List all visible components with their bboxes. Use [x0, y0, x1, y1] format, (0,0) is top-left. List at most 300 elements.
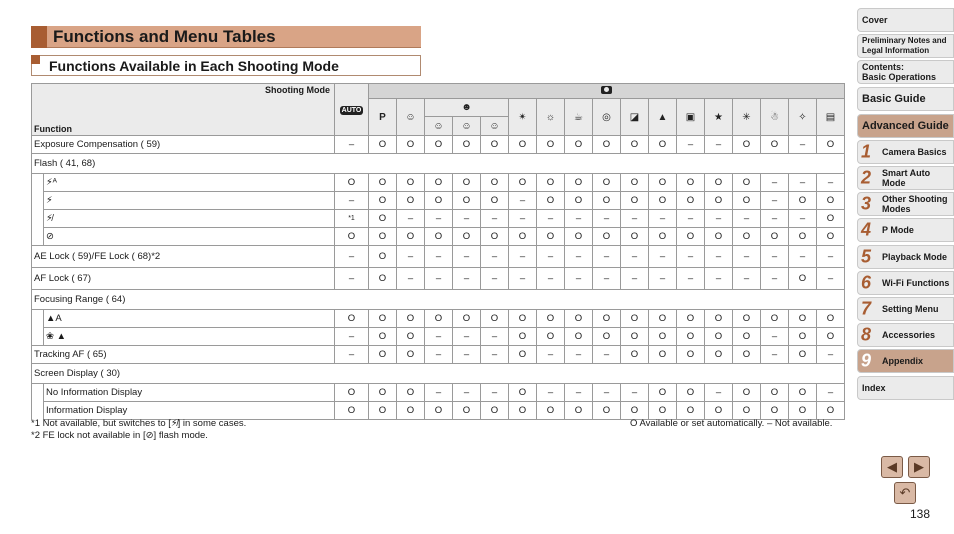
sidebar-advanced-guide-label: Advanced Guide [862, 120, 949, 132]
table-cell: O [621, 192, 649, 210]
table-cell: – [481, 328, 509, 346]
mode-p-header [369, 99, 397, 136]
night-scene-icon: ✴ [518, 111, 527, 123]
chapter-9-label: Appendix [882, 356, 924, 366]
camera-modes-header [369, 84, 845, 99]
table-cell: O [817, 228, 845, 246]
indent-cell [32, 384, 44, 402]
shooting-mode-header: Shooting Mode [265, 85, 330, 95]
table-cell: O [537, 136, 565, 154]
table-row [32, 384, 845, 402]
row-label: Information Display [44, 402, 335, 420]
table-cell: O [369, 402, 397, 420]
title-marker [31, 26, 47, 48]
table-cell: – [593, 246, 621, 268]
self-portrait-icon: ☻ [461, 102, 472, 113]
table-cell: O [453, 136, 481, 154]
footnote-2: *2 FE lock not available in [⊘] flash mode. [31, 430, 208, 441]
table-cell: – [481, 384, 509, 402]
sidebar-contents-label: Contents: Basic Operations [862, 62, 937, 82]
table-cell: O [481, 136, 509, 154]
mode-snow-header [761, 99, 789, 136]
chapter-3-label: Other Shooting Modes [882, 194, 948, 214]
table-cell: – [453, 328, 481, 346]
chapter-6-number: 6 [861, 272, 872, 293]
table-cell: – [537, 246, 565, 268]
table-cell: O [537, 228, 565, 246]
table-cell: O [677, 192, 705, 210]
table-cell: – [425, 210, 453, 228]
table-cell: – [453, 268, 481, 290]
table-cell: O [481, 402, 509, 420]
chapter-3-number: 3 [861, 193, 872, 214]
table-cell: – [761, 346, 789, 364]
table-cell: O [677, 346, 705, 364]
row-label: ⚡̸ [44, 210, 335, 228]
table-cell: *1 [335, 210, 369, 228]
table-cell: – [789, 210, 817, 228]
table-cell: O [677, 174, 705, 192]
table-cell: O [705, 310, 733, 328]
table-cell: O [817, 192, 845, 210]
table-cell: O [593, 228, 621, 246]
table-cell: O [565, 174, 593, 192]
table-row [32, 310, 845, 328]
table-row [32, 246, 845, 268]
function-table [31, 83, 845, 420]
table-cell: – [649, 210, 677, 228]
table-cell: O [397, 346, 425, 364]
table-cell: O [733, 346, 761, 364]
table-cell: O [593, 310, 621, 328]
sidebar-chapter-8[interactable] [857, 323, 954, 347]
table-cell: O [705, 328, 733, 346]
table-cell: – [761, 210, 789, 228]
group-label: Focusing Range ( 64) [32, 290, 845, 310]
table-cell: – [817, 268, 845, 290]
subtitle-marker [31, 55, 40, 64]
table-cell: O [733, 310, 761, 328]
table-cell: O [649, 384, 677, 402]
prev-page-button[interactable] [881, 456, 903, 478]
table-cell: O [649, 192, 677, 210]
table-cell: O [817, 210, 845, 228]
table-cell: – [481, 346, 509, 364]
fisheye-icon: ◎ [602, 111, 611, 123]
header-label-cell [32, 84, 335, 136]
table-cell: – [453, 210, 481, 228]
table-cell: – [817, 246, 845, 268]
table-cell: – [453, 384, 481, 402]
table-cell: O [369, 192, 397, 210]
table-cell: O [789, 346, 817, 364]
next-page-button[interactable] [908, 456, 930, 478]
table-cell: – [425, 268, 453, 290]
table-cell: – [705, 246, 733, 268]
toy-camera-icon: ▣ [685, 111, 696, 123]
table-cell: O [789, 192, 817, 210]
footnote-1: *1 Not available, but switches to [⚡̸] in some cases. [31, 418, 247, 429]
table-cell: O [789, 402, 817, 420]
chapter-8-label: Accessories [882, 330, 936, 340]
table-cell: O [369, 136, 397, 154]
sidebar-index[interactable] [857, 376, 954, 400]
table-cell: – [677, 246, 705, 268]
sidebar-prelim[interactable] [857, 34, 954, 58]
table-cell: O [397, 228, 425, 246]
group-label: Flash ( 41, 68) [32, 154, 845, 174]
food-icon: ☕ [574, 111, 583, 123]
table-row [32, 136, 845, 154]
table-cell: O [621, 228, 649, 246]
table-cell: – [537, 384, 565, 402]
table-cell: O [537, 310, 565, 328]
table-cell: O [677, 384, 705, 402]
row-label: ❀ ▲ [44, 328, 335, 346]
table-cell: – [817, 346, 845, 364]
sidebar-contents[interactable] [857, 60, 954, 84]
chapter-1-number: 1 [861, 141, 872, 162]
table-cell: O [649, 402, 677, 420]
table-cell: – [537, 346, 565, 364]
table-cell: O [621, 174, 649, 192]
table-cell: O [677, 402, 705, 420]
p-mode-icon: P [379, 111, 386, 123]
row-label: ⊘ [44, 228, 335, 246]
snow-icon: ☃ [770, 111, 779, 123]
table-cell: O [369, 174, 397, 192]
mode-self-c-header [481, 117, 509, 136]
table-cell: O [509, 310, 537, 328]
mode-monochrome-header [621, 99, 649, 136]
table-cell: O [733, 174, 761, 192]
sidebar-prelim-label: Preliminary Notes and Legal Information [862, 36, 947, 55]
sidebar-advanced-guide[interactable] [857, 114, 954, 138]
table-row [32, 346, 845, 364]
chapter-5-label: Playback Mode [882, 252, 948, 262]
indent-cell [32, 192, 44, 210]
hybrid-auto-icon: ▤ [825, 111, 836, 123]
table-cell: O [397, 402, 425, 420]
sidebar-chapter-2[interactable] [857, 166, 954, 190]
table-cell: O [369, 346, 397, 364]
mode-self-a-header [425, 117, 453, 136]
table-cell: O [789, 310, 817, 328]
table-cell: O [789, 328, 817, 346]
mode-self-b-header [453, 117, 481, 136]
table-cell: O [509, 402, 537, 420]
table-cell: – [621, 210, 649, 228]
sidebar-basic-guide-label: Basic Guide [862, 93, 926, 105]
table-cell: – [397, 246, 425, 268]
chapter-9-number: 9 [861, 350, 872, 371]
table-cell: O [705, 174, 733, 192]
table-cell: O [733, 328, 761, 346]
portrait-icon: ☺ [405, 111, 416, 123]
table-cell: O [621, 402, 649, 420]
table-cell: O [565, 310, 593, 328]
table-cell: O [565, 328, 593, 346]
table-cell: O [397, 192, 425, 210]
table-cell: O [425, 310, 453, 328]
table-cell: O [537, 192, 565, 210]
table-cell: – [593, 346, 621, 364]
table-cell: – [593, 384, 621, 402]
indent-cell [32, 228, 44, 246]
table-cell: O [425, 174, 453, 192]
table-cell: – [677, 210, 705, 228]
table-cell: O [705, 228, 733, 246]
table-cell: O [369, 384, 397, 402]
table-cell: – [335, 246, 369, 268]
table-cell: O [677, 228, 705, 246]
table-cell: O [593, 328, 621, 346]
table-cell: – [335, 268, 369, 290]
mode-fisheye-header [593, 99, 621, 136]
table-cell: – [565, 346, 593, 364]
table-cell: O [481, 174, 509, 192]
page-title: Functions and Menu Tables [53, 27, 276, 46]
mode-kids-header [537, 99, 565, 136]
table-cell: O [453, 310, 481, 328]
table-cell: O [397, 384, 425, 402]
table-cell: O [761, 228, 789, 246]
smile-icon: ☺ [433, 120, 444, 132]
arrow-left-icon: ◀ [887, 459, 897, 474]
table-row [32, 210, 845, 228]
mode-hybrid-header [817, 99, 845, 136]
row-label: No Information Display [44, 384, 335, 402]
table-cell: – [733, 268, 761, 290]
table-cell: O [649, 174, 677, 192]
table-cell: – [537, 210, 565, 228]
star-icon: ★ [714, 111, 723, 123]
sidebar-index-label: Index [862, 383, 886, 393]
table-cell: O [789, 268, 817, 290]
sidebar-chapter-6[interactable] [857, 271, 954, 295]
table-cell: – [705, 384, 733, 402]
table-cell: – [733, 246, 761, 268]
table-cell: O [649, 346, 677, 364]
table-cell: – [705, 268, 733, 290]
table-row [32, 192, 845, 210]
table-cell: O [705, 402, 733, 420]
table-cell: – [649, 268, 677, 290]
table-cell: O [733, 136, 761, 154]
chapter-5-number: 5 [861, 246, 872, 267]
table-cell: – [425, 346, 453, 364]
table-row [32, 228, 845, 246]
table-cell: – [509, 210, 537, 228]
table-cell: O [565, 192, 593, 210]
table-cell: – [761, 246, 789, 268]
table-cell: O [733, 228, 761, 246]
table-cell: O [509, 174, 537, 192]
indent-cell [32, 210, 44, 228]
table-cell: O [537, 328, 565, 346]
table-cell: O [537, 174, 565, 192]
table-cell: – [761, 268, 789, 290]
table-cell: O [761, 402, 789, 420]
table-cell: – [761, 328, 789, 346]
sidebar-cover-label: Cover [862, 15, 888, 25]
chapter-8-number: 8 [861, 324, 872, 345]
table-cell: O [593, 402, 621, 420]
sidebar-chapter-1[interactable] [857, 140, 954, 164]
return-button[interactable] [894, 482, 916, 504]
table-cell: – [425, 328, 453, 346]
table-cell: O [425, 192, 453, 210]
table-row [32, 268, 845, 290]
table-cell: O [397, 310, 425, 328]
table-cell: – [593, 210, 621, 228]
table-cell: O [537, 402, 565, 420]
table-cell: – [425, 246, 453, 268]
page-number: 138 [910, 507, 931, 521]
table-cell: – [789, 136, 817, 154]
row-label: Exposure Compensation ( 59) [32, 136, 335, 154]
sidebar-chapter-3[interactable] [857, 192, 954, 216]
table-cell: O [649, 328, 677, 346]
row-label: AF Lock ( 67) [32, 268, 335, 290]
table-cell: O [453, 174, 481, 192]
table-cell: O [593, 192, 621, 210]
table-cell: O [509, 228, 537, 246]
mode-portrait-header [397, 99, 425, 136]
table-cell: – [789, 174, 817, 192]
table-cell: O [817, 402, 845, 420]
wink-icon: ☺ [461, 120, 472, 132]
table-cell: – [565, 384, 593, 402]
table-cell: – [509, 192, 537, 210]
chapter-4-number: 4 [861, 219, 872, 240]
table-cell: O [509, 346, 537, 364]
table-cell: O [565, 136, 593, 154]
table-cell: O [425, 136, 453, 154]
table-cell: O [509, 328, 537, 346]
table-cell: O [335, 228, 369, 246]
sidebar-chapter-5[interactable] [857, 245, 954, 269]
table-cell: – [677, 268, 705, 290]
table-cell: O [397, 136, 425, 154]
table-cell: O [621, 346, 649, 364]
table-cell: O [481, 228, 509, 246]
table-cell: O [677, 328, 705, 346]
table-cell: O [481, 310, 509, 328]
table-cell: O [677, 310, 705, 328]
return-arrow-icon: ↶ [899, 485, 911, 500]
section-title-bar [31, 26, 421, 48]
table-row [32, 154, 845, 174]
table-cell: – [621, 268, 649, 290]
legend-note: O Available or set automatically. – Not available. [630, 418, 833, 429]
table-cell: – [509, 268, 537, 290]
chapter-2-label: Smart Auto Mode [882, 168, 931, 188]
table-cell: O [761, 310, 789, 328]
table-cell: O [335, 310, 369, 328]
chapter-2-number: 2 [861, 167, 872, 188]
sidebar-cover[interactable] [857, 8, 954, 32]
table-cell: O [481, 192, 509, 210]
row-label: ⚡ᴬ [44, 174, 335, 192]
mode-toy-header [677, 99, 705, 136]
table-cell: O [369, 210, 397, 228]
table-cell: O [453, 228, 481, 246]
table-cell: O [335, 384, 369, 402]
table-row [32, 402, 845, 420]
smooth-skin-icon: ✧ [798, 111, 807, 123]
table-cell: O [369, 310, 397, 328]
table-cell: – [733, 210, 761, 228]
table-cell: – [593, 268, 621, 290]
table-cell: O [705, 346, 733, 364]
table-row [32, 290, 845, 310]
table-cell: – [397, 210, 425, 228]
monochrome-icon: ◪ [629, 111, 640, 123]
table-cell: – [335, 136, 369, 154]
table-cell: O [453, 192, 481, 210]
table-cell: – [789, 246, 817, 268]
sidebar-chapter-4[interactable] [857, 218, 954, 242]
table-cell: O [649, 228, 677, 246]
table-cell: – [565, 246, 593, 268]
mode-smooth-header [789, 99, 817, 136]
table-cell: O [705, 192, 733, 210]
indent-cell [32, 328, 44, 346]
row-label: Tracking AF ( 65) [32, 346, 335, 364]
table-cell: O [733, 402, 761, 420]
table-cell: O [817, 328, 845, 346]
table-cell: – [565, 268, 593, 290]
table-cell: O [789, 384, 817, 402]
table-cell: – [817, 174, 845, 192]
table-cell: – [397, 268, 425, 290]
table-row [32, 328, 845, 346]
table-cell: O [649, 136, 677, 154]
mode-miniature-header [649, 99, 677, 136]
row-label: ▲A [44, 310, 335, 328]
table-cell: O [733, 192, 761, 210]
table-cell: O [369, 328, 397, 346]
miniature-icon: ▲ [657, 111, 668, 123]
table-cell: – [565, 210, 593, 228]
row-label: AE Lock ( 59)/FE Lock ( 68)*2 [32, 246, 335, 268]
table-cell: – [677, 136, 705, 154]
sidebar-chapter-9[interactable] [857, 349, 954, 373]
table-cell: O [789, 228, 817, 246]
table-cell: – [335, 192, 369, 210]
table-cell: – [649, 246, 677, 268]
sidebar-chapter-7[interactable] [857, 297, 954, 321]
table-cell: – [761, 192, 789, 210]
table-cell: O [649, 310, 677, 328]
table-cell: O [335, 174, 369, 192]
chapter-1-label: Camera Basics [882, 147, 947, 157]
chapter-7-number: 7 [861, 298, 872, 319]
face-timer-icon: ☺ [489, 120, 500, 132]
table-cell: – [481, 246, 509, 268]
table-cell: O [593, 174, 621, 192]
indent-cell [32, 310, 44, 328]
table-cell: O [369, 246, 397, 268]
table-cell: O [565, 228, 593, 246]
sidebar-basic-guide[interactable] [857, 87, 954, 111]
table-cell: O [509, 136, 537, 154]
table-cell: – [481, 268, 509, 290]
table-cell: O [397, 174, 425, 192]
indent-cell [32, 174, 44, 192]
table-cell: O [397, 328, 425, 346]
